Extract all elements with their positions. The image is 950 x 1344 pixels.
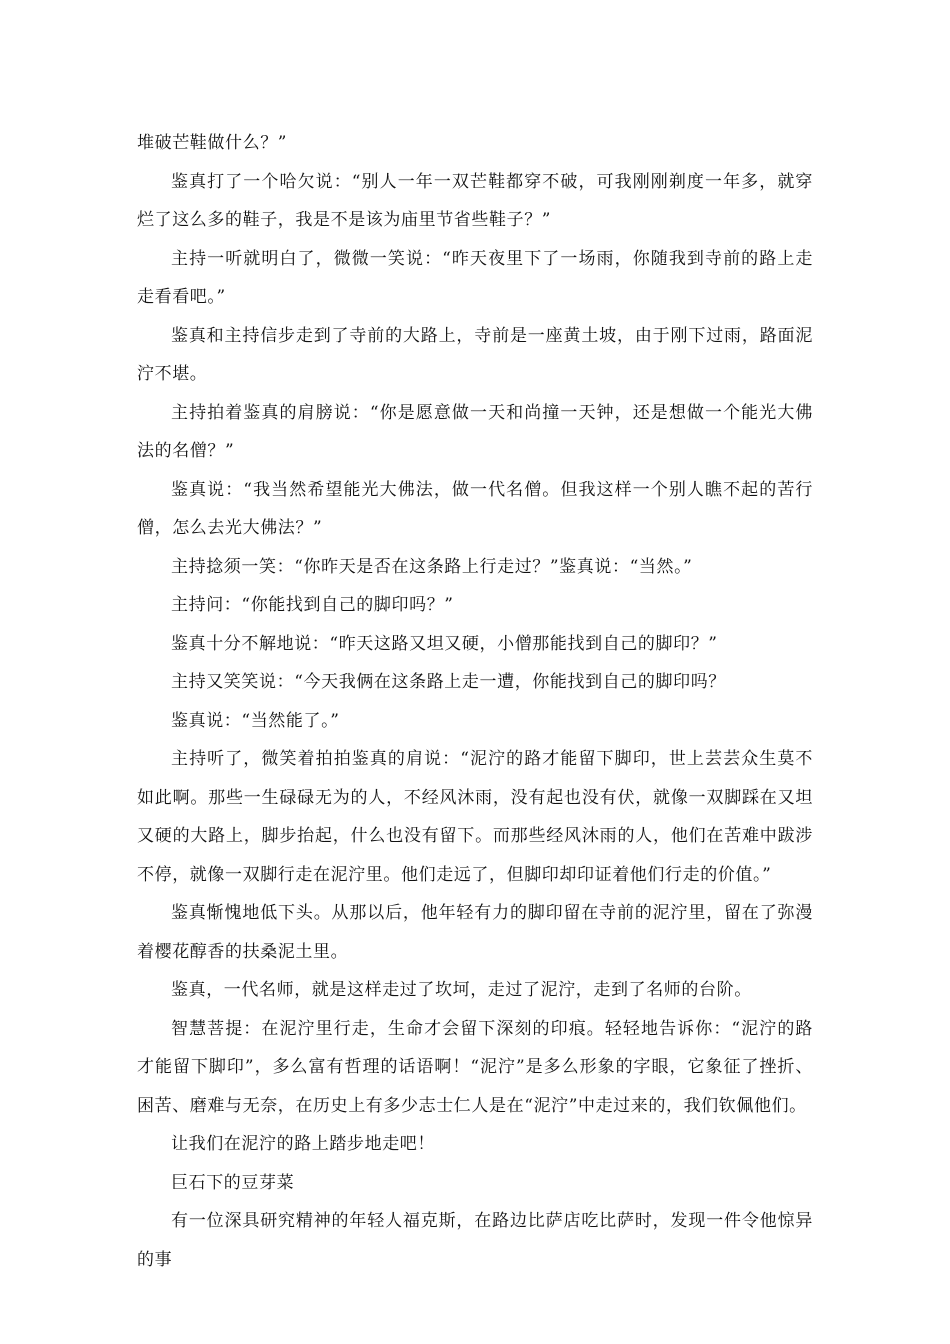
paragraph: 鉴真惭愧地低下头。从那以后，他年轻有力的脚印留在寺前的泥泞里，留在了弥漫着樱花醇香的扶桑泥土里。 xyxy=(137,903,813,962)
document-body xyxy=(137,124,813,1279)
paragraph: 鉴真，一代名师，就是这样走过了坎坷，走过了泥泞，走到了名师的台阶。 xyxy=(171,980,752,1000)
paragraph: 主持听了，微笑着拍拍鉴真的肩说：“泥泞的路才能留下脚印，世上芸芸众生莫不如此啊。那些一生碌碌无为的人，不经风沐雨，没有起也没有伏，就像一双脚踩在又坦又硬的大路上，脚步抬起，什么也没有留下。而那些经风沐雨的人，他们在苦难中跋涉不停，就像一双脚行走在泥泞里。他们走远了，但脚印却印证着他们行走的价值。” xyxy=(137,749,813,885)
paragraph: 鉴真说：“当然能了。” xyxy=(171,710,340,731)
paragraph: 主持问：“你能找到自己的脚印吗？” xyxy=(171,595,454,615)
paragraph: 鉴真和主持信步走到了寺前的大路上，寺前是一座黄土坡，由于刚下过雨，路面泥泞不堪。 xyxy=(137,325,813,384)
paragraph: 鉴真打了一个哈欠说：“别人一年一双芒鞋都穿不破，可我刚刚剃度一年多，就穿烂了这么多的鞋子，我是不是该为庙里节省些鞋子？” xyxy=(137,171,813,230)
section-heading: 巨石下的豆芽菜 xyxy=(171,1172,295,1193)
paragraph: 堆破芒鞋做什么？” xyxy=(137,133,288,153)
paragraph: 主持捻须一笑：“你昨天是否在这条路上行走过？”鉴真说：“当然。” xyxy=(171,556,693,577)
paragraph: 鉴真说：“我当然希望能光大佛法，做一代名僧。但我这样一个别人瞧不起的苦行僧，怎么去光大佛法？” xyxy=(137,479,813,538)
paragraph: 智慧菩提：在泥泞里行走，生命才会留下深刻的印痕。轻轻地告诉你：“泥泞的路才能留下脚印”，多么富有哲理的话语啊！“泥泞”是多么形象的字眼，它象征了挫折、困苦、磨难与无奈，在历史上有多少志士仁人是在“泥泞”中走过来的，我们钦佩他们。 xyxy=(137,1018,813,1116)
paragraph: 主持拍着鉴真的肩膀说：“你是愿意做一天和尚撞一天钟，还是想做一个能光大佛法的名僧？” xyxy=(137,402,813,461)
paragraph: 鉴真十分不解地说：“昨天这路又坦又硬，小僧那能找到自己的脚印？” xyxy=(171,633,718,654)
paragraph: 主持又笑笑说：“今天我俩在这条路上走一遭，你能找到自己的脚印吗？ xyxy=(171,672,726,692)
paragraph: 让我们在泥泞的路上踏步地走吧！ xyxy=(171,1134,435,1154)
paragraph: 主持一听就明白了，微微一笑说：“昨天夜里下了一场雨，你随我到寺前的路上走走看看吧。” xyxy=(137,248,813,307)
paragraph: 有一位深具研究精神的年轻人福克斯，在路边比萨店吃比萨时，发现一件令他惊异的事 xyxy=(137,1211,813,1270)
